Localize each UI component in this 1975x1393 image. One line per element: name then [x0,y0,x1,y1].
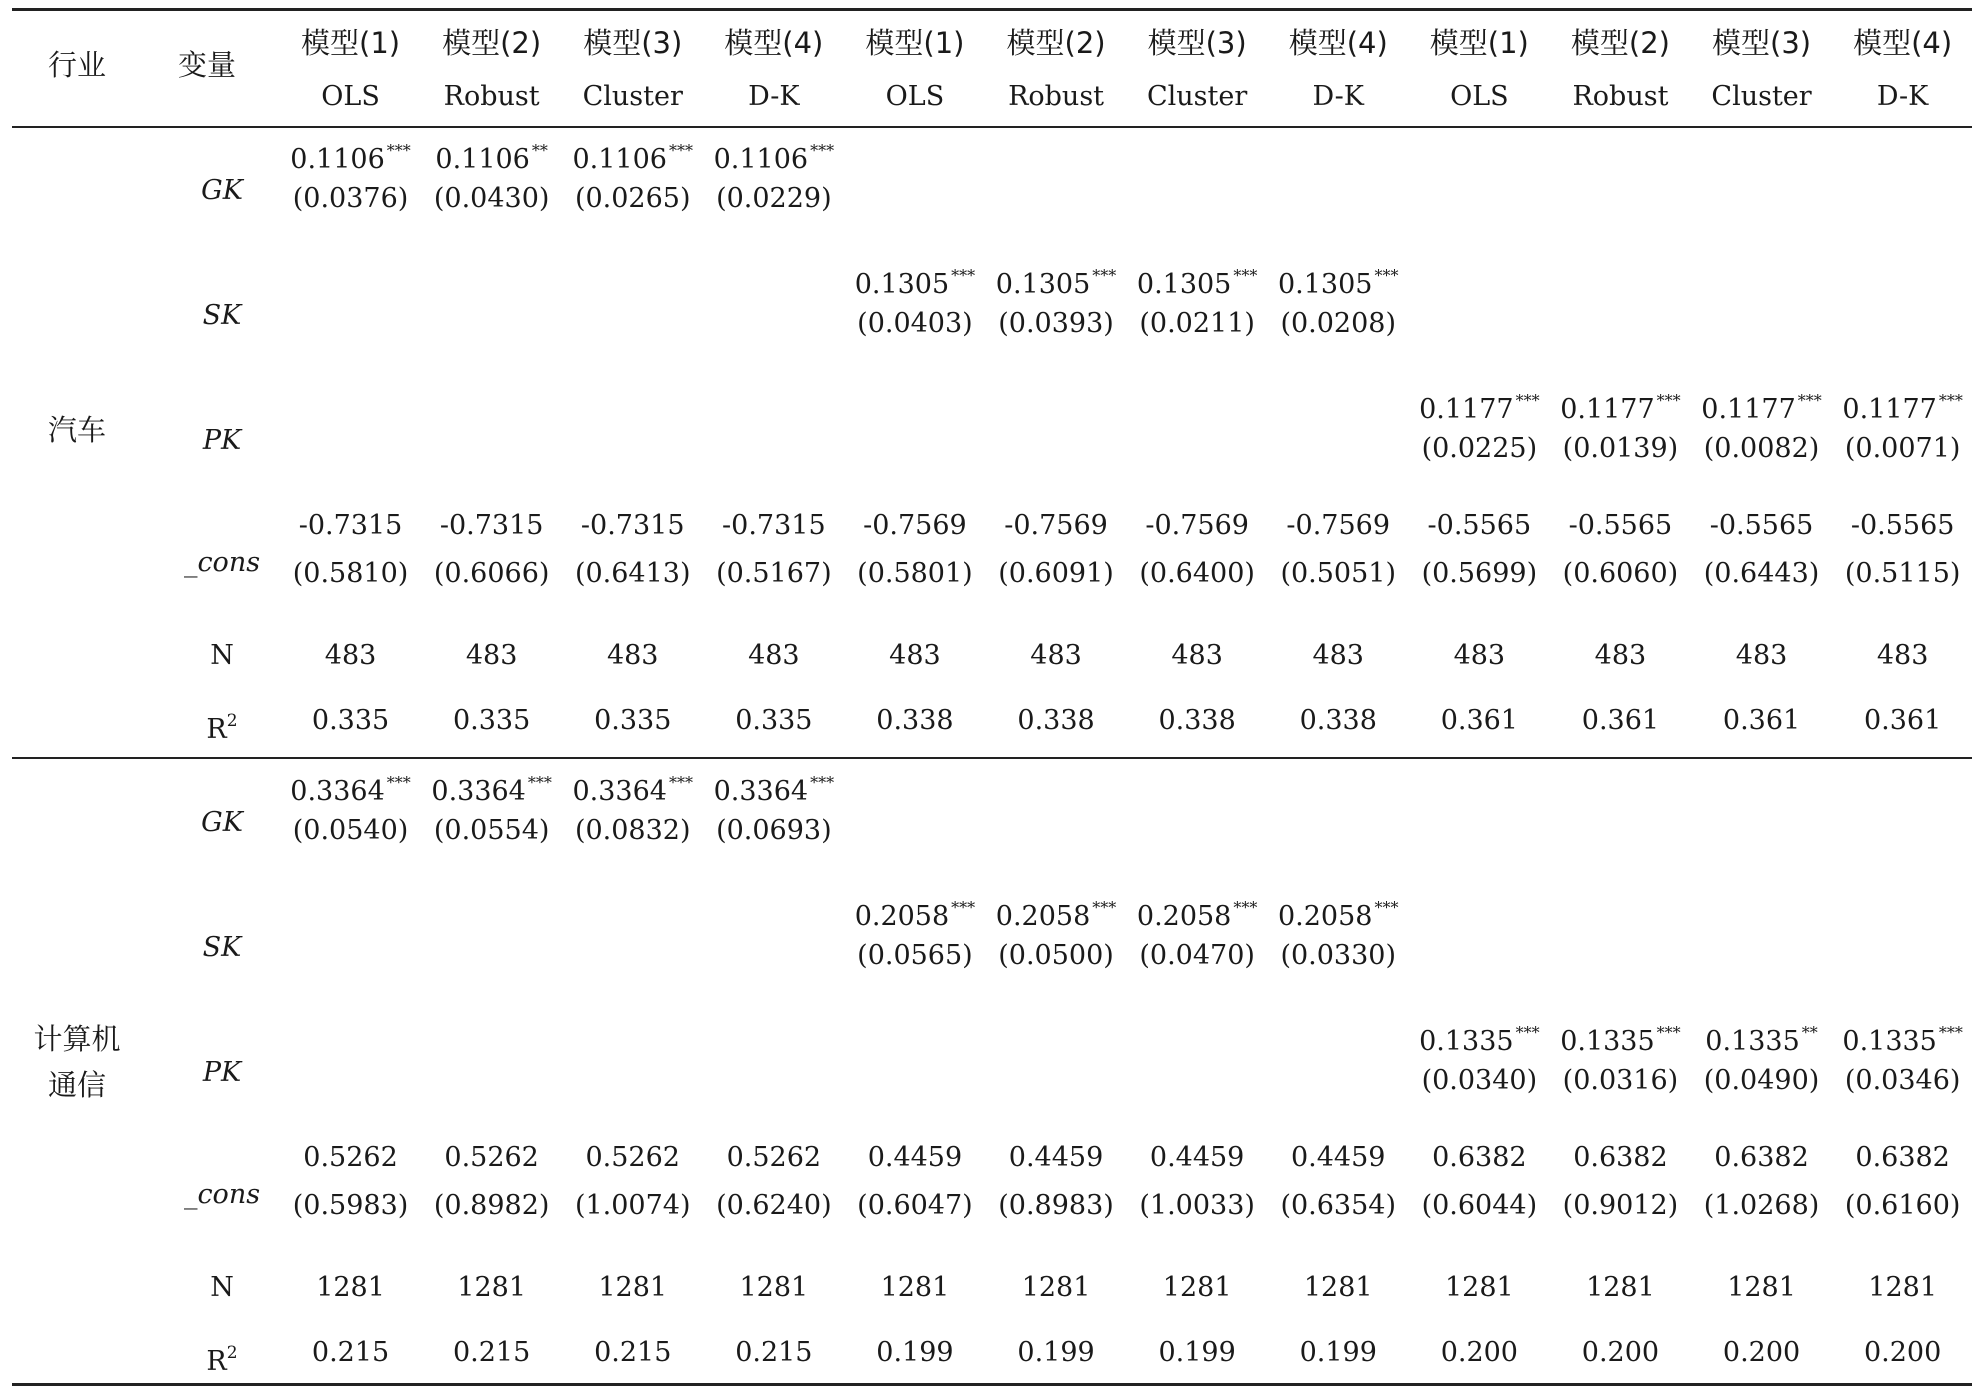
stat-value: 0.200 [1863,1336,1942,1368]
significance-stars: ** [1801,1023,1818,1042]
coefficient-cell [703,134,844,177]
standard-error: (0.0208) [1280,308,1396,339]
coefficient-value: 0.3364 [431,776,526,807]
standard-error: (0.5983) [292,1190,409,1221]
coefficient-cell [1550,1141,1691,1175]
coefficient-value: 0.5262 [726,1142,822,1173]
coefficient-value: -0.7315 [580,510,685,541]
column-method-label: D-K [748,81,800,112]
standard-error: (0.0225) [1421,433,1538,464]
variable-name: R [206,713,227,745]
standard-error: (0.6044) [1421,1190,1538,1221]
coefficient-value: -0.7315 [298,510,403,541]
coefficient-cell [1409,1141,1550,1175]
significance-stars: *** [386,773,411,792]
coefficient-cell [703,1141,844,1175]
significance-stars: *** [527,773,552,792]
coefficient-cell [1409,509,1550,543]
significance-stars: *** [1656,1023,1681,1042]
coefficient-cell [1691,1141,1832,1175]
column-method-label: Cluster [582,81,683,112]
stat-value: 483 [1030,639,1082,671]
coefficient-value: 0.1305 [1136,269,1232,300]
standard-error: (0.0832) [574,815,691,846]
coefficient-value: 0.1177 [1842,394,1937,425]
column-method-label: OLS [885,81,945,112]
standard-error: (0.6354) [1280,1190,1396,1221]
significance-stars: *** [1092,898,1117,917]
standard-error: (0.5115) [1844,558,1961,589]
standard-error: (0.0316) [1562,1065,1679,1096]
standard-error: (0.0265) [574,183,691,214]
variable-label [157,424,287,458]
standard-error: (0.5051) [1280,558,1396,589]
stat-value: 483 [748,639,800,671]
coefficient-cell [986,509,1127,543]
coefficient-cell [280,134,421,177]
stat-value: 1281 [1303,1271,1373,1303]
standard-error: (0.5810) [292,558,409,589]
industry-label: 通信 [47,1068,106,1102]
significance-stars: *** [1515,391,1540,410]
stat-value: 0.338 [876,704,954,736]
standard-error: (0.6160) [1844,1190,1961,1221]
coefficient-cell [280,1141,421,1175]
coefficient-cell [421,766,562,809]
variable-label [157,806,287,840]
coefficient-value: -0.5565 [1850,510,1955,541]
stat-value: 483 [1453,639,1506,671]
coefficient-cell [1832,384,1973,427]
stat-value: 0.215 [311,1336,390,1368]
standard-error: (1.0074) [574,1190,691,1221]
standard-error: (0.6240) [716,1190,832,1221]
coefficient-cell [1691,509,1832,543]
coefficient-value: 0.1335 [1560,1026,1655,1057]
column-method-label: D-K [1312,81,1364,112]
column-method-label: Cluster [1147,81,1248,112]
bottom-rule [12,1383,1972,1386]
significance-stars: *** [1374,898,1399,917]
coefficient-value: -0.7569 [1286,510,1391,541]
coefficient-value: 0.3364 [290,776,385,807]
column-model-label: 模型(1) [301,26,401,60]
industry-header: 行业 [47,48,106,82]
stat-value: 1281 [316,1271,385,1303]
column-method-label: Robust [1008,81,1105,112]
stat-value: 1281 [739,1271,809,1303]
standard-error: (0.0330) [1280,940,1396,971]
coefficient-value: 0.1305 [1277,269,1373,300]
significance-stars: *** [668,141,693,160]
coefficient-cell [280,766,421,809]
coefficient-value: 0.1106 [572,144,667,175]
variable-label [157,1336,287,1379]
significance-stars: *** [1233,898,1258,917]
coefficient-cell [844,1141,985,1175]
significance-stars: *** [1938,391,1963,410]
standard-error: (0.0693) [716,815,832,846]
standard-error: (0.5801) [857,558,973,589]
coefficient-cell [421,1141,562,1175]
stat-value: 0.199 [1017,1336,1095,1368]
coefficient-value: 0.1335 [1419,1026,1514,1057]
column-model-label: 模型(3) [583,26,683,60]
variable-label [157,1056,287,1090]
coefficient-value: -0.7569 [863,510,967,541]
coefficient-value: 0.6382 [1573,1142,1668,1173]
industry-label: 计算机 [33,1022,121,1056]
standard-error: (1.0268) [1703,1190,1820,1221]
stat-value: 0.335 [311,704,390,736]
significance-stars: *** [1233,266,1258,285]
coefficient-cell [1268,259,1409,302]
coefficient-value: -0.7315 [722,510,826,541]
standard-error: (0.0554) [433,815,550,846]
coefficient-value: 0.5262 [303,1142,398,1173]
coefficient-cell [1832,1141,1973,1175]
coefficient-value: 0.2058 [854,901,950,932]
stat-value: 0.335 [594,704,672,736]
variable-label [157,639,287,673]
coefficient-cell [1691,384,1832,427]
coefficient-cell [1409,1016,1550,1059]
coefficient-cell [703,509,844,543]
coefficient-cell [1832,509,1973,543]
standard-error: (0.0565) [857,940,973,971]
significance-stars: *** [1092,266,1117,285]
coefficient-value: 0.4459 [1290,1142,1386,1173]
coefficient-value: 0.1335 [1842,1026,1937,1057]
column-model-label: 模型(2) [442,26,542,60]
superscript: 2 [226,710,238,731]
stat-value: 0.215 [735,1336,813,1368]
column-model-label: 模型(4) [1853,26,1953,60]
stat-value: 0.200 [1440,1336,1518,1368]
coefficient-value: 0.6382 [1855,1142,1950,1173]
coefficient-value: 0.1177 [1560,394,1655,425]
variable-label [157,931,287,965]
stat-value: 483 [324,639,377,671]
variable-name: N [210,639,234,671]
coefficient-cell [986,1141,1127,1175]
column-model-label: 模型(2) [1006,26,1106,60]
variable-label [157,1271,287,1305]
coefficient-cell [1268,509,1409,543]
variable-name: SK [202,299,242,331]
coefficient-cell [562,134,703,177]
coefficient-value: 0.1335 [1705,1026,1800,1057]
coefficient-cell [280,509,421,543]
coefficient-cell [986,891,1127,934]
column-model-label: 模型(3) [1147,26,1247,60]
variable-header: 变量 [177,48,236,82]
significance-stars: *** [810,773,835,792]
standard-error: (0.0211) [1139,308,1255,339]
variable-name: PK [202,424,242,456]
stat-value: 0.215 [452,1336,531,1368]
coefficient-value: 0.1177 [1701,394,1796,425]
stat-value: 483 [1312,639,1364,671]
coefficient-cell [844,891,985,934]
variable-label [157,174,287,208]
coefficient-cell [1268,1141,1409,1175]
coefficient-value: 0.2058 [1277,901,1373,932]
column-model-label: 模型(4) [1288,26,1388,60]
significance-stars: *** [1938,1023,1963,1042]
significance-stars: *** [386,141,411,160]
stat-value: 0.338 [1158,704,1236,736]
coefficient-value: 0.2058 [995,901,1091,932]
variable-name: _cons [183,1179,261,1210]
standard-error: (0.0376) [292,183,409,214]
coefficient-value: -0.7569 [1004,510,1108,541]
coefficient-cell [844,259,985,302]
stat-value: 0.361 [1440,704,1518,736]
standard-error: (0.0082) [1703,433,1820,464]
significance-stars: *** [1797,391,1822,410]
standard-error: (0.0340) [1421,1065,1538,1096]
stat-value: 0.335 [735,704,813,736]
industry-label: 汽车 [47,413,106,447]
significance-stars: *** [951,266,976,285]
header-rule [12,126,1972,128]
coefficient-cell [562,766,703,809]
column-model-label: 模型(2) [1570,26,1670,60]
coefficient-cell [986,259,1127,302]
superscript: 2 [226,1342,238,1363]
coefficient-value: 0.1177 [1419,394,1514,425]
coefficient-value: 0.2058 [1136,901,1232,932]
stat-value: 1281 [1444,1271,1514,1303]
stat-value: 1281 [1586,1271,1655,1303]
stat-value: 1281 [598,1271,668,1303]
coefficient-cell [1127,259,1268,302]
coefficient-value: 0.4459 [1149,1142,1245,1173]
stat-value: 0.338 [1017,704,1095,736]
significance-stars: *** [1374,266,1399,285]
standard-error: (0.5167) [716,558,832,589]
column-method-label: OLS [1450,81,1509,112]
standard-error: (0.0470) [1139,940,1255,971]
standard-error: (0.6060) [1562,558,1679,589]
coefficient-value: 0.4459 [1008,1142,1104,1173]
coefficient-cell [703,766,844,809]
coefficient-cell [421,509,562,543]
coefficient-value: 0.5262 [444,1142,539,1173]
standard-error: (0.5699) [1421,558,1538,589]
standard-error: (0.0540) [292,815,409,846]
significance-stars: *** [1656,391,1681,410]
coefficient-value: 0.4459 [867,1142,963,1173]
coefficient-cell [1268,891,1409,934]
coefficient-value: -0.5565 [1427,510,1532,541]
stat-value: 1281 [457,1271,526,1303]
standard-error: (0.6413) [574,558,691,589]
coefficient-value: -0.5565 [1568,510,1673,541]
coefficient-cell [1127,1141,1268,1175]
standard-error: (0.6400) [1139,558,1255,589]
stat-value: 483 [1594,639,1647,671]
column-method-label: D-K [1876,81,1929,112]
stat-value: 483 [889,639,941,671]
column-method-label: Cluster [1711,81,1812,112]
regression-table [12,8,1972,1388]
standard-error: (0.0346) [1844,1065,1961,1096]
coefficient-cell [1409,384,1550,427]
stat-value: 0.335 [452,704,531,736]
standard-error: (0.0229) [716,183,832,214]
standard-error: (0.0393) [998,308,1114,339]
standard-error: (0.8982) [433,1190,550,1221]
standard-error: (0.6443) [1703,558,1820,589]
coefficient-value: 0.1106 [290,144,385,175]
variable-label [157,299,287,333]
standard-error: (0.0490) [1703,1065,1820,1096]
coefficient-cell [1127,509,1268,543]
coefficient-cell [1550,509,1691,543]
stat-value: 483 [465,639,518,671]
coefficient-cell [844,509,985,543]
significance-stars: *** [668,773,693,792]
coefficient-value: 0.3364 [572,776,667,807]
variable-label [157,1178,287,1212]
coefficient-cell [562,509,703,543]
coefficient-value: 0.1106 [713,144,809,175]
significance-stars: *** [951,898,976,917]
stat-value: 1281 [1021,1271,1091,1303]
variable-label [157,704,287,747]
coefficient-value: 0.6382 [1432,1142,1527,1173]
stat-value: 0.361 [1722,704,1801,736]
column-model-label: 模型(4) [724,26,824,60]
stat-value: 1281 [1868,1271,1937,1303]
standard-error: (0.0071) [1844,433,1961,464]
coefficient-value: 0.1305 [995,269,1091,300]
variable-name: PK [202,1056,242,1088]
coefficient-cell [1691,1016,1832,1059]
coefficient-cell [1550,384,1691,427]
section-rule [12,757,1972,759]
stat-value: 0.215 [594,1336,672,1368]
variable-name: GK [201,174,243,206]
standard-error: (1.0033) [1139,1190,1255,1221]
stat-value: 1281 [880,1271,950,1303]
coefficient-value: 0.6382 [1714,1142,1809,1173]
stat-value: 0.200 [1581,1336,1660,1368]
variable-name: R [206,1345,227,1377]
coefficient-cell [1832,1016,1973,1059]
coefficient-value: -0.5565 [1709,510,1814,541]
variable-label [157,546,287,580]
standard-error: (0.6091) [998,558,1114,589]
column-model-label: 模型(3) [1712,26,1812,60]
coefficient-value: -0.7315 [439,510,544,541]
significance-stars: ** [531,141,548,160]
stat-value: 0.199 [1299,1336,1377,1368]
coefficient-value: -0.7569 [1145,510,1249,541]
column-model-label: 模型(1) [1429,26,1529,60]
variable-name: SK [202,931,242,963]
column-model-label: 模型(1) [865,26,965,60]
standard-error: (0.9012) [1562,1190,1679,1221]
standard-error: (0.0403) [857,308,973,339]
stat-value: 0.361 [1863,704,1942,736]
standard-error: (0.0139) [1562,433,1679,464]
significance-stars: *** [1515,1023,1540,1042]
significance-stars: *** [810,141,835,160]
standard-error: (0.0500) [998,940,1114,971]
column-method-label: OLS [321,81,380,112]
variable-name: N [210,1271,234,1303]
stat-value: 483 [606,639,659,671]
stat-value: 0.338 [1299,704,1377,736]
coefficient-cell [562,1141,703,1175]
stat-value: 0.199 [876,1336,954,1368]
coefficient-value: 0.5262 [585,1142,680,1173]
standard-error: (0.0430) [433,183,550,214]
stat-value: 1281 [1727,1271,1796,1303]
variable-name: _cons [183,547,261,578]
stat-value: 1281 [1162,1271,1232,1303]
variable-name: GK [201,806,243,838]
stat-value: 0.199 [1158,1336,1236,1368]
coefficient-cell [421,134,562,177]
stat-value: 483 [1876,639,1929,671]
coefficient-value: 0.1305 [854,269,950,300]
coefficient-cell [1550,1016,1691,1059]
standard-error: (0.6066) [433,558,550,589]
stat-value: 483 [1735,639,1788,671]
stat-value: 0.361 [1581,704,1660,736]
stat-value: 0.200 [1722,1336,1801,1368]
top-rule [12,8,1972,11]
coefficient-value: 0.1106 [435,144,530,175]
column-method-label: Robust [443,81,540,112]
standard-error: (0.6047) [857,1190,973,1221]
standard-error: (0.8983) [998,1190,1114,1221]
column-method-label: Robust [1572,81,1669,112]
stat-value: 483 [1171,639,1223,671]
coefficient-value: 0.3364 [713,776,809,807]
coefficient-cell [1127,891,1268,934]
